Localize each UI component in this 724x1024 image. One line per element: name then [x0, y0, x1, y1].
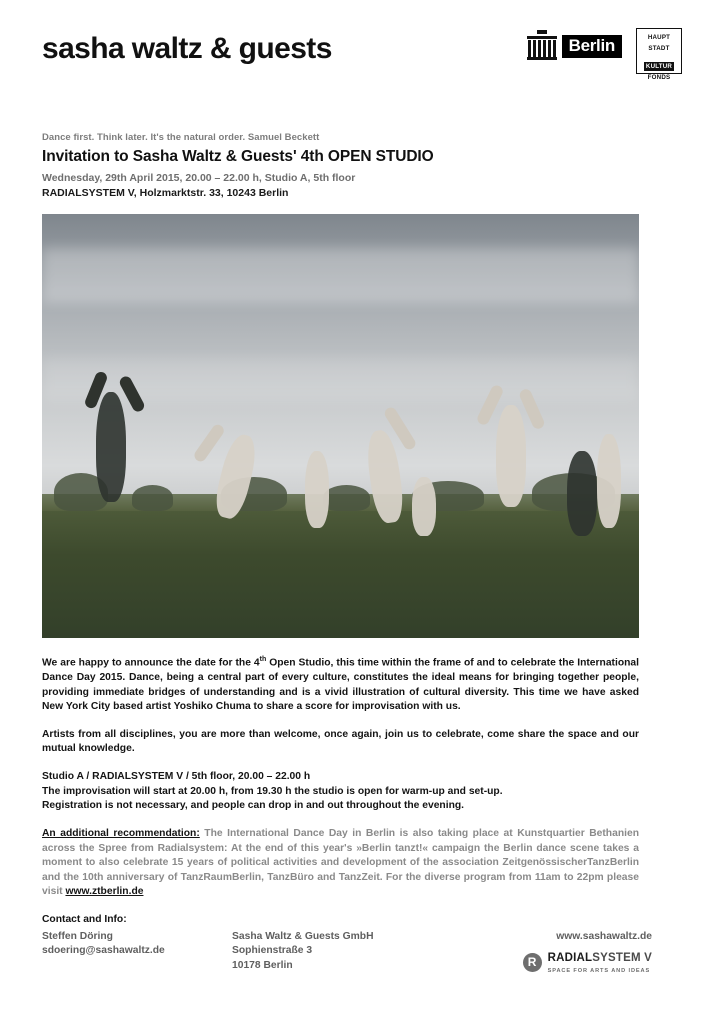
- paragraph-announcement-a: We are happy to announce the date for the 4: [42, 657, 260, 669]
- studio-detail-line-2: Registration is not necessary, and people can drop in and out throughout the evening.: [42, 800, 465, 812]
- footer-contact-column: [42, 930, 232, 959]
- footer-web-column: [497, 930, 652, 976]
- photo-dancer: [305, 451, 329, 527]
- photo-grass-field: [42, 511, 639, 638]
- document-header: [42, 0, 682, 94]
- body-copy: [42, 655, 639, 900]
- berlin-wordmark: Berlin: [562, 35, 622, 59]
- website-link[interactable]: www.sashawaltz.de: [556, 930, 652, 942]
- sponsor-logos: [527, 28, 682, 81]
- footer-company-column: [232, 930, 497, 974]
- recommendation-text: The International Dance Day in Berlin is also taking place at Kunstquartier Bethanien across the Spree from Radialsystem: At the end of this year's »Berlin tanzt!« campaign the Berlin dance scene takes a moment to also celebrate 15 years of political activities and development of the association ZeitgenössischerTanzBerlin and the 10th anniversary of TanzRaumBerlin, TanzBüro and TanzZeit. For the diverse program from 11am to 22pm please visit: [42, 827, 639, 898]
- company-city: 10178 Berlin: [232, 959, 293, 971]
- recommendation-label: An additional recommendation:: [42, 827, 200, 839]
- company-street: Sophienstraße 3: [232, 945, 313, 957]
- radialsystem-name-bold: RADIAL: [547, 952, 593, 965]
- radialsystem-tagline: SPACE FOR ARTS AND IDEAS: [547, 967, 651, 974]
- photo-tree: [132, 485, 174, 510]
- contact-title: Contact and Info:: [42, 913, 127, 925]
- recommendation-link[interactable]: www.ztberlin.de: [65, 886, 144, 898]
- event-datetime: Wednesday, 29th April 2015, 20.00 – 22.00 h, Studio A, 5th floor: [42, 172, 356, 184]
- photo-dancer: [496, 405, 526, 507]
- radialsystem-name: [548, 950, 652, 966]
- hkf-line-2: STADT: [648, 44, 670, 52]
- hkf-line-4: FONDS: [647, 73, 671, 81]
- page-title: Invitation to Sasha Waltz & Guests' 4th OPEN STUDIO: [42, 148, 434, 165]
- hero-photograph: [42, 214, 639, 638]
- brandenburg-gate-icon: [527, 28, 557, 65]
- paragraph-announcement: [42, 655, 639, 715]
- company-logo-wordmark: sasha waltz & guests: [42, 32, 332, 65]
- studio-detail-line-1: The improvisation will start at 20.00 h, from 19.30 h the studio is open for warm-up and set-up.: [42, 785, 503, 797]
- radialsystem-logo: [497, 950, 652, 975]
- radialsystem-mark-icon: R: [523, 953, 542, 972]
- hkf-line-3: KULTUR: [645, 62, 673, 70]
- event-venue: RADIALSYSTEM V, Holzmarktstr. 33, 10243 Berlin: [42, 187, 289, 199]
- radialsystem-wordmark: [548, 950, 652, 975]
- footer-columns: [42, 930, 652, 976]
- berlin-logo: [527, 28, 622, 65]
- photo-dancer: [412, 477, 436, 536]
- paragraph-announcement-b: Open Studio, this time within the frame of and to celebrate the International Dance Day 2015. Dance, being a central part of every culture, constitutes the ideal means for bringing together people, providing immediate bridges of understanding and is a vivid illustration of cultural diversity. This time we have asked New York City based artist Yoshiko Chuma to share a score for improvisation with us.: [42, 657, 640, 713]
- photo-dancer: [96, 392, 126, 502]
- contact-name: Steffen Döring: [42, 930, 113, 942]
- ordinal-suffix: th: [259, 656, 267, 663]
- document-footer: [42, 913, 652, 975]
- hauptstadtkulturfonds-logo: [636, 28, 682, 81]
- photo-dancer: [597, 434, 621, 527]
- studio-heading: Studio A / RADIALSYSTEM V / 5th floor, 20.00 – 22.00 h: [42, 771, 311, 783]
- photo-dancer: [567, 451, 597, 536]
- hkf-line-1: HAUPT: [647, 34, 671, 41]
- radialsystem-name-rest: SYSTEM V: [592, 952, 652, 965]
- epigraph-quote: Dance first. Think later. It's the natural order. Samuel Beckett: [42, 132, 320, 143]
- contact-email[interactable]: sdoering@sashawaltz.de: [42, 945, 165, 957]
- paragraph-invitation: Artists from all disciplines, you are more than welcome, once again, join us to celebrate, come share the space and our mutual knowledge.: [42, 728, 639, 755]
- photo-cloud-band: [42, 248, 639, 303]
- company-name: Sasha Waltz & Guests GmbH: [232, 930, 374, 942]
- photo-tree: [323, 485, 371, 510]
- paragraph-recommendation: [42, 827, 639, 900]
